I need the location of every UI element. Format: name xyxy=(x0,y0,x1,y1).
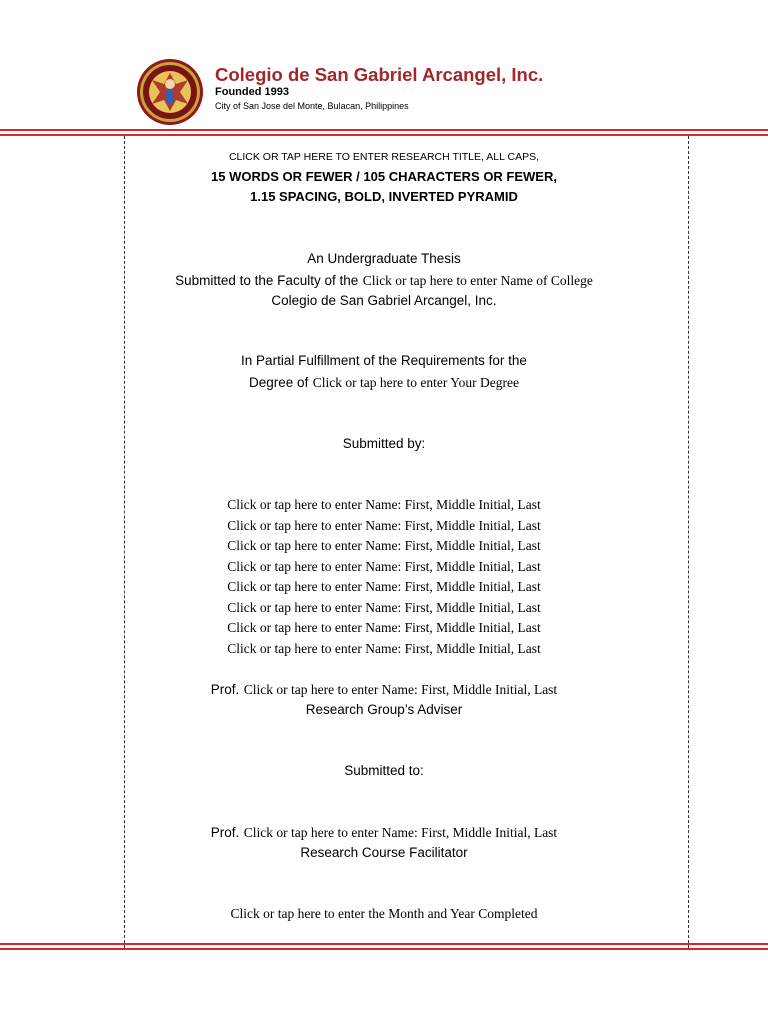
thesis-type: An Undergraduate Thesis xyxy=(307,251,461,266)
submitted-to-label: Submitted to: xyxy=(344,763,424,778)
facilitator-line xyxy=(0,824,768,842)
founded-year: Founded 1993 xyxy=(215,86,289,98)
bottom-red-rule-2 xyxy=(0,948,768,950)
adviser-prefix: Prof. xyxy=(210,682,240,697)
adviser-name-field[interactable]: Click or tap here to enter Name: First, Middle Initial, Last xyxy=(243,682,558,697)
school-address: City of San Jose del Monte, Bulacan, Philippines xyxy=(215,101,409,111)
adviser-line xyxy=(0,681,768,699)
author-name-field[interactable]: Click or tap here to enter Name: First, Middle Initial, Last xyxy=(227,538,541,553)
title-guideline-line3: 1.15 SPACING, BOLD, INVERTED PYRAMID xyxy=(250,189,518,204)
school-name: Colegio de San Gabriel Arcangel, Inc. xyxy=(215,64,544,85)
facilitator-prefix: Prof. xyxy=(210,825,240,840)
completion-date-field[interactable]: Click or tap here to enter the Month and Year Completed xyxy=(230,906,538,921)
top-red-rule-2 xyxy=(0,134,768,136)
bottom-red-rule-1 xyxy=(0,943,768,945)
facilitator-name-field[interactable]: Click or tap here to enter Name: First, Middle Initial, Last xyxy=(243,825,558,840)
top-red-rule-1 xyxy=(0,129,768,131)
college-name-field[interactable]: Click or tap here to enter Name of College xyxy=(362,273,593,288)
author-name-field[interactable]: Click or tap here to enter Name: First, Middle Initial, Last xyxy=(227,497,541,512)
fulfillment-line: In Partial Fulfillment of the Requirements for the xyxy=(241,353,527,368)
school-seal-icon xyxy=(136,58,204,126)
faculty-prefix: Submitted to the Faculty of the xyxy=(175,273,359,288)
degree-prefix: Degree of xyxy=(249,375,309,390)
author-name-field[interactable]: Click or tap here to enter Name: First, Middle Initial, Last xyxy=(227,600,541,615)
author-name-field[interactable]: Click or tap here to enter Name: First, Middle Initial, Last xyxy=(227,518,541,533)
title-guideline-line2: 15 WORDS OR FEWER / 105 CHARACTERS OR FEWER, xyxy=(211,169,557,184)
facilitator-role: Research Course Facilitator xyxy=(300,845,468,860)
degree-field[interactable]: Click or tap here to enter Your Degree xyxy=(312,375,519,390)
author-name-field[interactable]: Click or tap here to enter Name: First, Middle Initial, Last xyxy=(227,579,541,594)
research-title-field[interactable]: CLICK OR TAP HERE TO ENTER RESEARCH TITLE, ALL CAPS, xyxy=(228,151,540,163)
submitted-by-label: Submitted by: xyxy=(342,436,426,451)
adviser-role: Research Group’s Adviser xyxy=(305,702,463,717)
author-name-field[interactable]: Click or tap here to enter Name: First, Middle Initial, Last xyxy=(227,620,541,635)
author-name-field[interactable]: Click or tap here to enter Name: First, Middle Initial, Last xyxy=(227,559,541,574)
institution-name: Colegio de San Gabriel Arcangel, Inc. xyxy=(271,293,497,308)
author-name-field[interactable]: Click or tap here to enter Name: First, Middle Initial, Last xyxy=(227,641,541,656)
faculty-line xyxy=(0,272,768,290)
degree-line xyxy=(0,374,768,392)
